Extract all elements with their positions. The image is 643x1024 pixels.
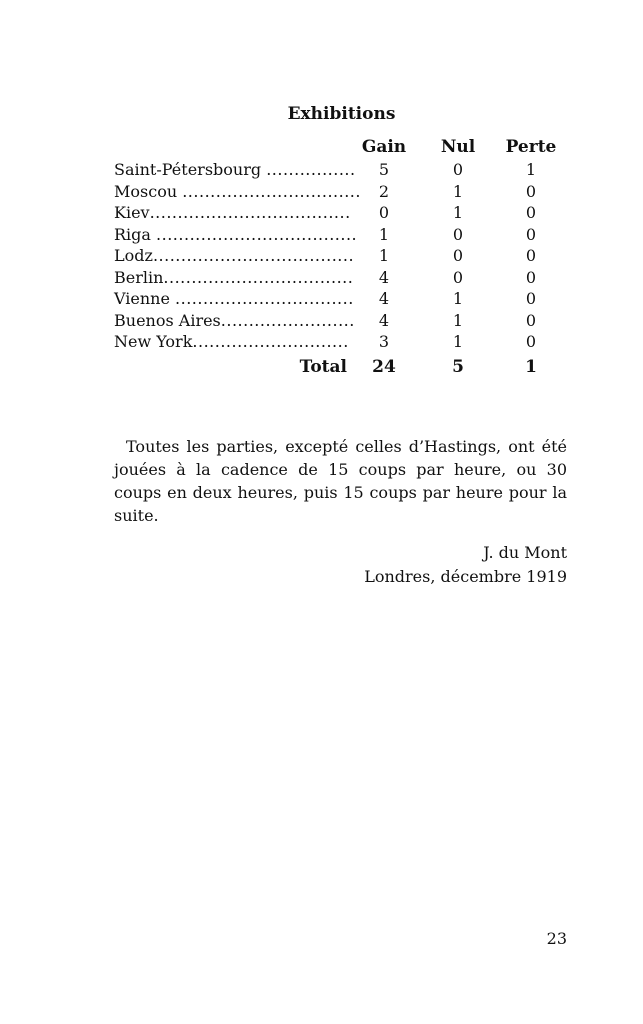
city-cell xyxy=(114,267,354,289)
perte-cell: 0 xyxy=(525,246,537,265)
city-name: Vienne xyxy=(114,289,170,308)
perte-cell: 0 xyxy=(525,332,537,351)
column-header-perte: Perte xyxy=(505,137,557,157)
gain-cell: 5 xyxy=(378,160,390,179)
city-name: Buenos Aires xyxy=(114,310,221,330)
column-header-gain: Gain xyxy=(361,137,407,157)
nul-cell: 0 xyxy=(452,246,464,265)
city-cell xyxy=(114,310,355,332)
table-row xyxy=(114,245,574,267)
city-name: Lodz xyxy=(114,246,153,265)
gain-cell: 3 xyxy=(378,332,390,351)
table-row xyxy=(114,224,574,246)
column-header-nul: Nul xyxy=(440,137,476,157)
city-cell xyxy=(114,288,354,310)
leader-dots: .................................. xyxy=(163,267,354,287)
table-row xyxy=(114,267,574,289)
city-name: Berlin xyxy=(114,267,164,287)
leader-dots: .................................... xyxy=(156,224,358,244)
total-perte: 1 xyxy=(525,357,537,377)
gain-cell: 4 xyxy=(378,289,390,308)
nul-cell: 1 xyxy=(452,289,464,308)
table-row xyxy=(114,159,574,181)
nul-cell: 1 xyxy=(452,332,464,351)
body-paragraph: Toutes les parties, excepté celles d’Hastings, ont été jouées à la cadence de 15 coups par heure, ou 30 coups en deux heures, puis 15 coups par heure pour la suite. xyxy=(114,437,567,525)
city-cell xyxy=(114,245,355,267)
gain-cell: 4 xyxy=(378,310,390,330)
section-title: Exhibitions xyxy=(287,104,396,124)
leader-dots: .................................... xyxy=(149,203,351,222)
gain-cell: 1 xyxy=(378,246,390,265)
perte-cell: 0 xyxy=(525,289,537,308)
signature-name: J. du Mont xyxy=(483,543,567,562)
city-cell xyxy=(114,202,351,224)
gain-cell: 0 xyxy=(378,203,390,222)
gain-cell: 1 xyxy=(378,224,390,244)
leader-dots: ........................ xyxy=(220,310,355,330)
nul-cell: 0 xyxy=(452,224,464,244)
table-row xyxy=(114,331,574,353)
leader-dots: ............................ xyxy=(192,332,349,351)
city-cell xyxy=(114,331,349,353)
perte-cell: 0 xyxy=(525,181,537,201)
table-row xyxy=(114,288,574,310)
signature-place-date: Londres, décembre 1919 xyxy=(364,567,567,586)
city-name: Riga xyxy=(114,224,151,244)
total-label: Total xyxy=(299,357,347,377)
city-name: Saint-Pétersbourg xyxy=(114,160,262,179)
leader-dots: .................................... xyxy=(152,246,355,265)
total-gain: 24 xyxy=(372,357,396,377)
perte-cell: 1 xyxy=(525,160,537,179)
leader-dots: ................................ xyxy=(175,289,354,308)
gain-cell: 2 xyxy=(378,181,390,201)
signature-block xyxy=(364,541,567,589)
city-name: New York xyxy=(114,332,193,351)
perte-cell: 0 xyxy=(525,267,537,287)
perte-cell: 0 xyxy=(525,224,537,244)
total-nul: 5 xyxy=(452,357,464,377)
city-cell xyxy=(114,224,358,246)
page-number: 23 xyxy=(546,929,567,948)
gain-cell: 4 xyxy=(378,267,390,287)
total-row xyxy=(114,355,574,379)
perte-cell: 0 xyxy=(525,310,537,330)
leader-dots: ................ xyxy=(266,160,356,179)
nul-cell: 1 xyxy=(452,203,464,222)
city-cell xyxy=(114,181,361,203)
table-row xyxy=(114,181,574,203)
perte-cell: 0 xyxy=(525,203,537,222)
nul-cell: 0 xyxy=(452,160,464,179)
city-name: Kiev xyxy=(114,203,150,222)
table-row xyxy=(114,310,574,332)
city-cell xyxy=(114,159,356,181)
leader-dots: ................................ xyxy=(182,181,361,201)
table-row xyxy=(114,202,574,224)
nul-cell: 1 xyxy=(452,181,464,201)
nul-cell: 1 xyxy=(452,310,464,330)
results-table xyxy=(114,159,574,353)
city-name: Moscou xyxy=(114,181,178,201)
nul-cell: 0 xyxy=(452,267,464,287)
